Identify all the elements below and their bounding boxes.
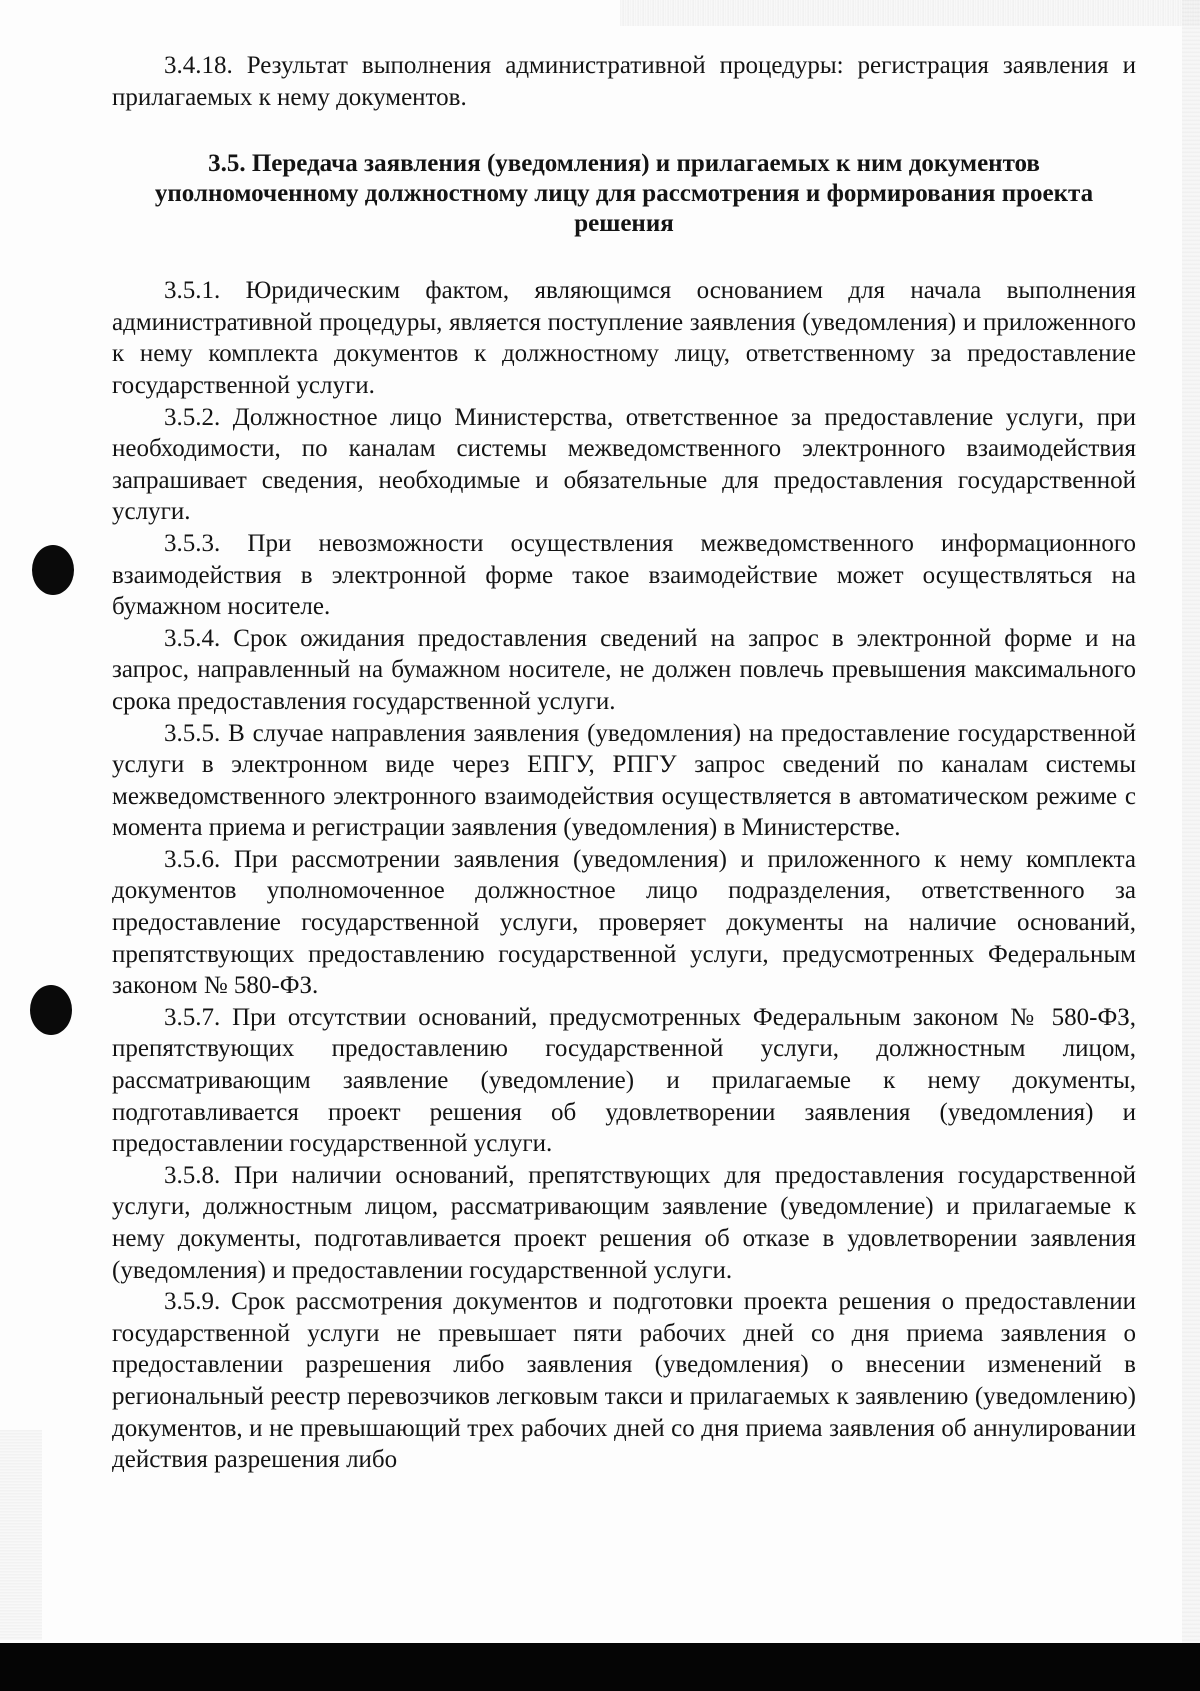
- scan-artifact-top: [620, 0, 1200, 26]
- scan-bottom-bar: [0, 1643, 1200, 1691]
- paragraph-3-4-18: 3.4.18. Результат выполнения административной процедуры: регистрация заявления и прилагаемых к нему документов.: [112, 52, 1136, 111]
- punch-hole-upper: [32, 545, 74, 595]
- paragraph-3-5-8: 3.5.8. При наличии оснований, препятствующих для предоставления государственной услуги, должностным лицом, рассматривающим заявление (уведомление) и прилагаемые к нему документы, подготавливается проект решения об отказе в удовлетворении заявления (уведомления) и предоставлении государственной услуги.: [112, 1161, 1136, 1284]
- paragraph-3-5-1: 3.5.1. Юридическим фактом, являющимся основанием для начала выполнения административной процедуры, является поступление заявления (уведомления) и приложенного к нему комплекта документов к должностному лицу, ответственному за предоставление государственной услуги.: [112, 277, 1136, 399]
- punch-hole-lower: [30, 985, 72, 1035]
- paragraph-3-5-6: 3.5.6. При рассмотрении заявления (уведомления) и приложенного к нему комплекта документов уполномоченное должностное лицо подразделения, ответственного за предоставление государственной услуги, проверяет документы на наличие оснований, препятствующих предоставлению государственной услуги, предусмотренных Федеральным законом № 580-ФЗ.: [112, 845, 1136, 1000]
- document-body: [112, 50, 1136, 1476]
- paragraph-3-5-9: 3.5.9. Срок рассмотрения документов и подготовки проекта решения о предоставлении государственной услуги не превышает пяти рабочих дней со дня приема заявления о предоставлении разрешения либо заявления (уведомления) о внесении изменений в региональный реестр перевозчиков легковым такси и прилагаемых к заявлению (уведомлению) документов, и не превышающий трех рабочих дней со дня приема заявления об аннулировании действия разрешения либо: [112, 1288, 1136, 1474]
- paragraph-3-5-7: 3.5.7. При отсутствии оснований, предусмотренных Федеральным законом № 580-ФЗ, препятствующих предоставлению государственной услуги, должностным лицом, рассматривающим заявление (уведомление) и прилагаемые к нему документы, подготавливается проект решения об удовлетворении заявления (уведомления) и предоставлении государственной услуги.: [112, 1003, 1136, 1158]
- paragraph-3-5-5: 3.5.5. В случае направления заявления (уведомления) на предоставление государственной услуги в электронном виде через ЕПГУ, РПГУ запрос сведений по каналам системы межведомственного электронного взаимодействия осуществляется в автоматическом режиме с момента приема и регистрации заявления (уведомления) в Министерстве.: [112, 719, 1136, 842]
- section-heading-3-5: 3.5. Передача заявления (уведомления) и прилагаемых к ним документов уполномоченному должностному лицу для рассмотрения и формирования проекта решения: [154, 150, 1094, 238]
- paragraph-3-5-3: 3.5.3. При невозможности осуществления межведомственного информационного взаимодействия в электронной форме такое взаимодействие может осуществляться на бумажном носителе.: [112, 529, 1136, 621]
- scan-artifact-left: [0, 1430, 42, 1640]
- paragraph-3-5-4: 3.5.4. Срок ожидания предоставления сведений на запрос в электронной форме и на запрос, направленный на бумажном носителе, не должен повлечь превышения максимального срока предоставления государственной услуги.: [112, 624, 1136, 715]
- scan-artifact-right: [1182, 0, 1200, 1691]
- paragraph-3-5-2: 3.5.2. Должностное лицо Министерства, ответственное за предоставление услуги, при необходимости, по каналам системы межведомственного электронного взаимодействия запрашивает сведения, необходимые и обязательные для предоставления государственной услуги.: [112, 403, 1136, 526]
